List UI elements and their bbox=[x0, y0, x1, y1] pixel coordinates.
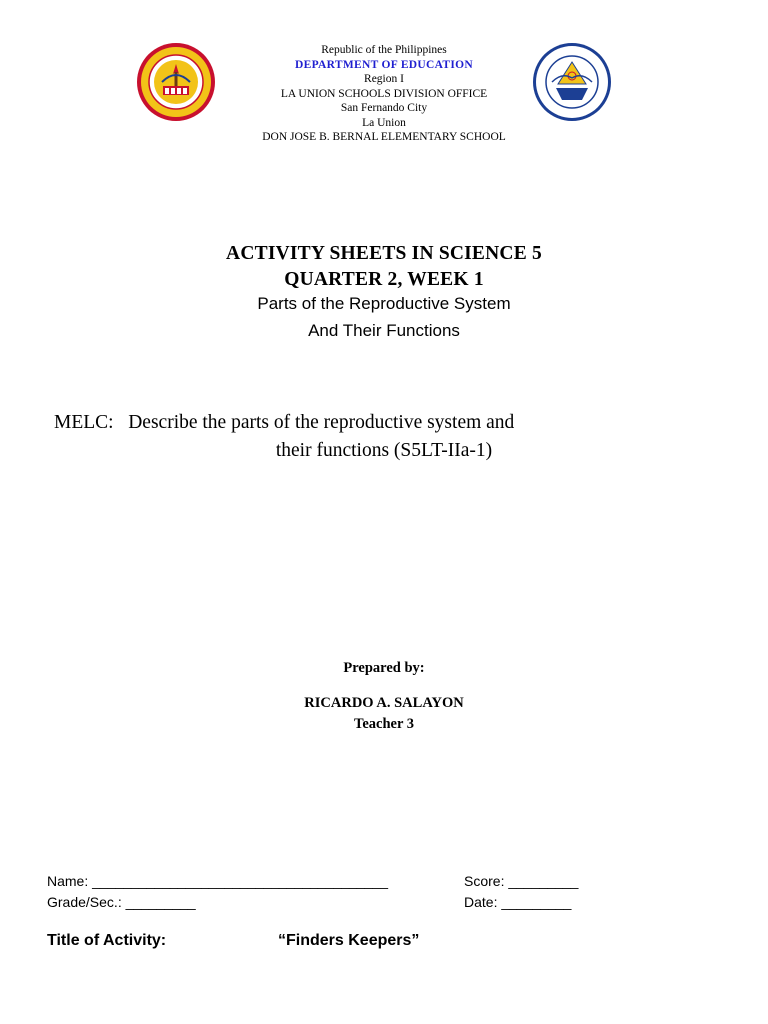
republic-line: Republic of the Philippines bbox=[321, 44, 447, 56]
melc-line-1 bbox=[54, 409, 514, 437]
activity-title-label: Title of Activity: bbox=[47, 932, 167, 949]
document-title: ACTIVITY SHEETS IN SCIENCE 5 bbox=[226, 243, 542, 264]
prepared-by-label: Prepared by: bbox=[343, 660, 425, 676]
score-field: Score: _________ bbox=[464, 873, 579, 889]
name-field: Name: ______________________________________ bbox=[47, 873, 388, 889]
region-line: Region I bbox=[364, 73, 404, 85]
activity-title: “Finders Keepers” bbox=[278, 932, 420, 949]
melc-text-2: their functions (S5LT-IIa-1) bbox=[275, 440, 493, 461]
department-line: DEPARTMENT OF EDUCATION bbox=[295, 58, 473, 71]
city-line: San Fernando City bbox=[340, 102, 428, 114]
date-field: Date: _________ bbox=[464, 894, 572, 910]
division-line: LA UNION SCHOOLS DIVISION OFFICE bbox=[280, 87, 488, 100]
topic-line-2: And Their Functions bbox=[308, 321, 460, 340]
melc-text-1: Describe the parts of the reproductive system and bbox=[128, 412, 515, 433]
topic-line-1: Parts of the Reproductive System bbox=[257, 294, 511, 313]
preparer-position: Teacher 3 bbox=[353, 716, 414, 732]
school-line: DON JOSE B. BERNAL ELEMENTARY SCHOOL bbox=[262, 131, 506, 143]
quarter-week: QUARTER 2, WEEK 1 bbox=[284, 269, 484, 290]
province-line: La Union bbox=[362, 116, 406, 129]
grade-section-field: Grade/Sec.: _________ bbox=[47, 894, 196, 910]
melc-label: MELC: bbox=[54, 412, 114, 433]
preparer-name: RICARDO A. SALAYON bbox=[304, 695, 464, 711]
letterhead bbox=[0, 43, 768, 145]
